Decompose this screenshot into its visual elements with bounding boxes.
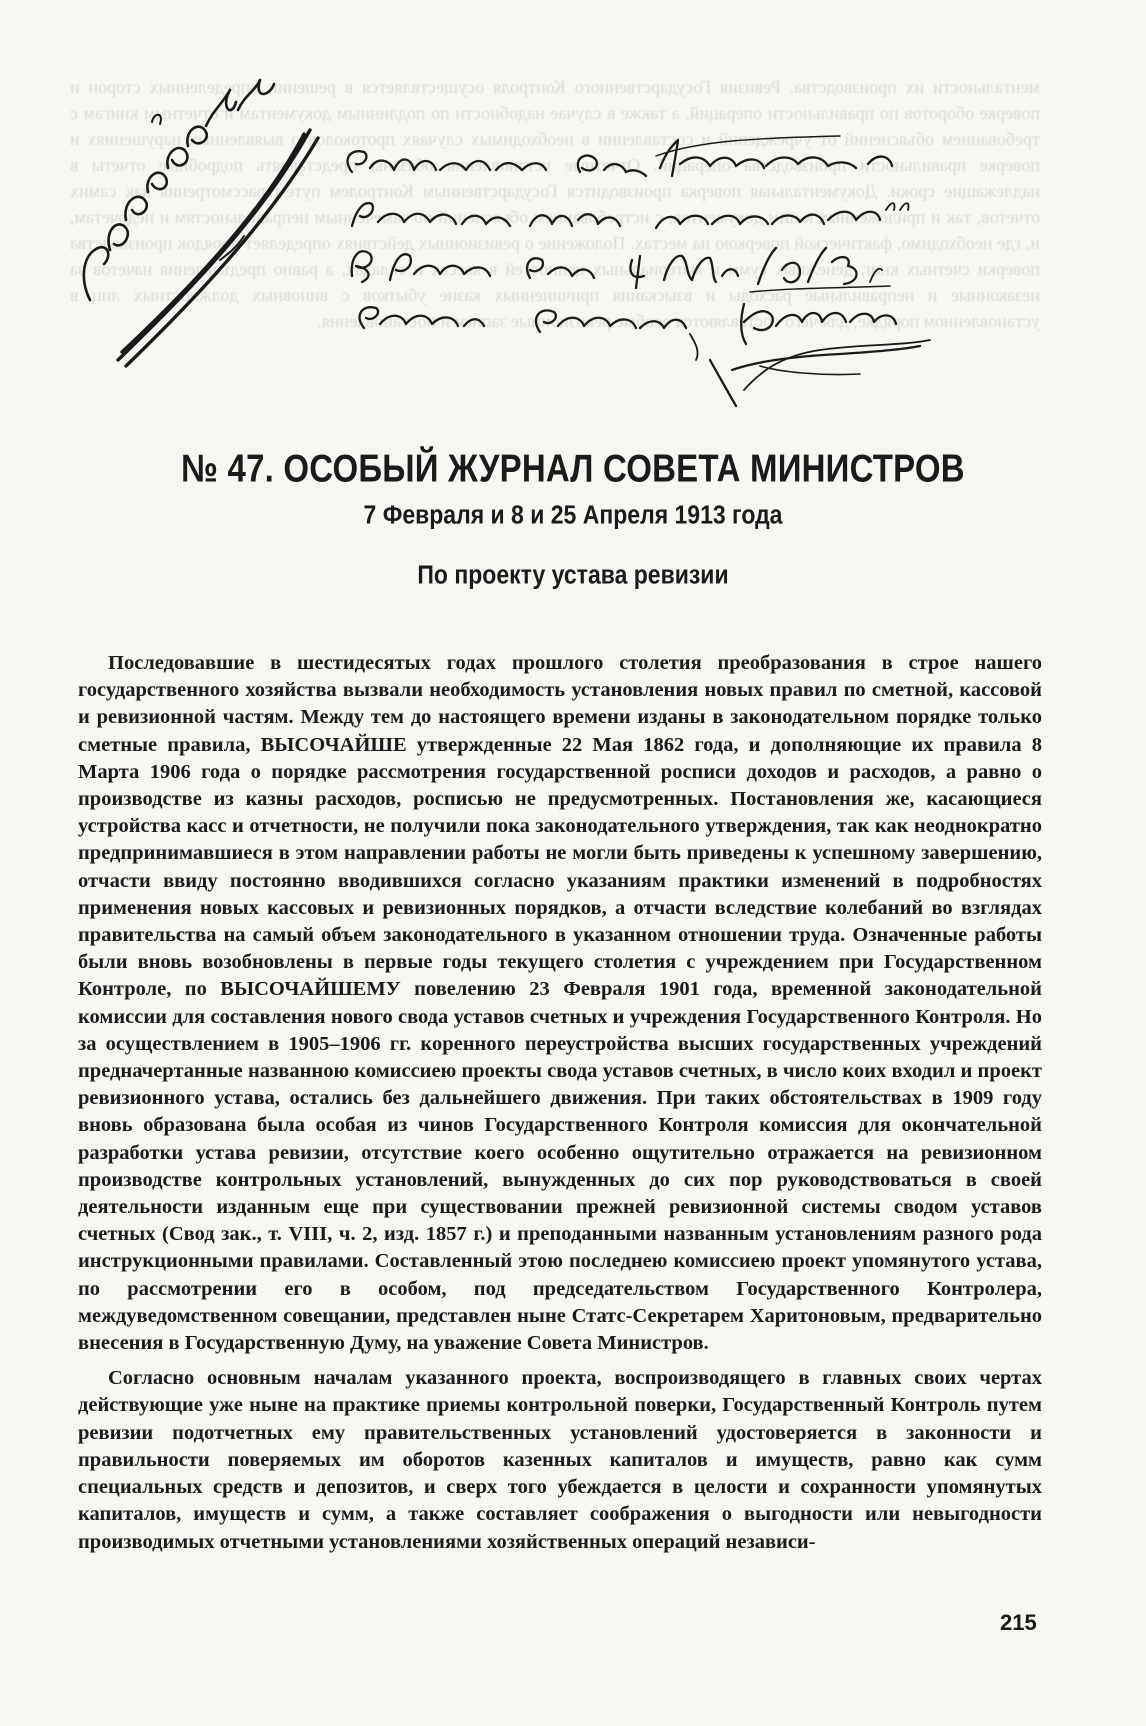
resolution-line-2 xyxy=(352,203,909,228)
resolution-line-3 xyxy=(352,248,890,292)
body-text xyxy=(78,650,1042,1564)
resolution-line-4 xyxy=(360,304,930,406)
resolution-line-1 xyxy=(348,136,892,176)
page-number: 215 xyxy=(1000,1610,1037,1635)
document-title: № 47. ОСОБЫЙ ЖУРНАЛ СОВЕТА МИНИСТРОВ xyxy=(181,446,965,490)
paragraph-1: Последовавшие в шестидесятых годах прошлого столетия преобразования в строе нашего государственного хозяйства вызвали необходимость установления новых правил по сметной, кассовой и ревизионной частям. Между тем до настоящего времени изданы в законодательном порядке только сметные правила, ВЫСОЧАЙШЕ утвержденные 22 Мая 1862 года, и дополняющие их правила 8 Марта 1906 года о порядке рассмотрения государственной росписи доходов и расходов, а равно о производстве из казны расходов, росписью не предусмотренных. Постановления же, касающиеся устройства касс и отчетности, не получили пока законодательного утверждения, так как неоднократно предпринимавшиеся в этом направлении работы не могли быть приведены к успешному завершению, отчасти ввиду постоянно вводившихся согласно указаниям практики изменений в подробностях применения новых кассовых и ревизионных порядков, а отчасти вследствие колебаний во взглядах правительства на самый объем законодательного в указанном отношении труда. Означенные работы были вновь возобновлены в первые годы текущего столетия с учреждением при Государственном Контроле, по ВЫСОЧАЙШЕМУ повелению 23 Февраля 1901 года, временной законодательной комиссии для составления нового свода уставов счетных и учреждения Государственного Контроля. Но за осуществлением в 1905–1906 гг. коренного переустройства высших государственных учреждений предначертанные названною комиссиею проекты свода уставов счетных, в число коих входил и проект ревизионного устава, остались без дальнейшего движения. При таких обстоятельствах в 1909 году вновь образована была особая из чинов Государственного Контроля комиссия для окончательной разработки устава ревизии, отсутствие коего особенно ощутительно отражается на ревизионном производстве контрольных установлений, вынужденных до сих пор руководствоваться в своей деятельности изданным еще при существовании прежней ревизионной системы сводом уставов счетных (Свод зак., т. VIII, ч. 2, изд. 1857 г.) и преподанными названным установлениям разного рода инструкционными правилами. Составленный этою последнею комиссиею проект упомянутого устава, по рассмотрении его в особом, под председательством Государственного Контролера, междуведомственном совещании, представлен ныне Статс-Секретарем Харитоновым, предварительно внесения в Государственную Думу, на уважение Совета Министров. xyxy=(78,652,1042,1355)
document-dates: 7 Февраля и 8 и 25 Апреля 1913 года xyxy=(363,500,783,530)
section-heading: По проекту устава ревизии xyxy=(417,560,729,590)
paragraph-2: Согласно основным началам указанного проекта, воспроизводящего в главных своих чертах действующие уже ныне на практике приемы контрольной поверки, Государственный Контроль путем ревизии подотчетных ему правительственных установлений удостоверяется в законности и правильности поверяемых им оборотов казенных капиталов и имуществ, равно как сумм специальных средств и депозитов, и сверх того убеждается в целости и сохранности упомянутых капиталов, имуществ и сумм, а также составляет соображения о выгодности или невыгодности производимых отчетными установлениями хозяйственных операций независи- xyxy=(78,1367,1042,1553)
show-through-text: ментальности их производства. Ревизия Государственного Контроля осуществляется в решении определенных сторон и поверке оборотов по правильности операций, а также в случае надобности по подлинным документам и отчетным книгам с требованием объяснений от учреждений и составлении в необходимых случаях протоколов о выявленных нарушениях и поверке правильности производства операций. Отчетные установления обязаны представлять подробные отчеты в надлежащие сроки. Документальная поверка производится Государственным Контролем путем рассмотрения как самих отчетов, так и приложенных к ним документов, с истребованием объяснений по замеченным неправильностям и недочетам, и, где необходимо, фактической поверкою на местах. Положение о ревизионных действиях определяет порядок производства поверки счетных книг, денежных сумм и материальных ценностей в кассах и складах, а равно предъявления начетов за незаконные и неправильные расходы и взыскания причиненных казне убытков с виновных должностных лиц в установленном порядке, для чего составляются особые ревизионные записи и постановления. xyxy=(70,77,1040,331)
handwritten-resolution xyxy=(60,60,960,440)
margin-note-handwriting xyxy=(84,80,274,300)
handwriting-image xyxy=(60,60,960,440)
